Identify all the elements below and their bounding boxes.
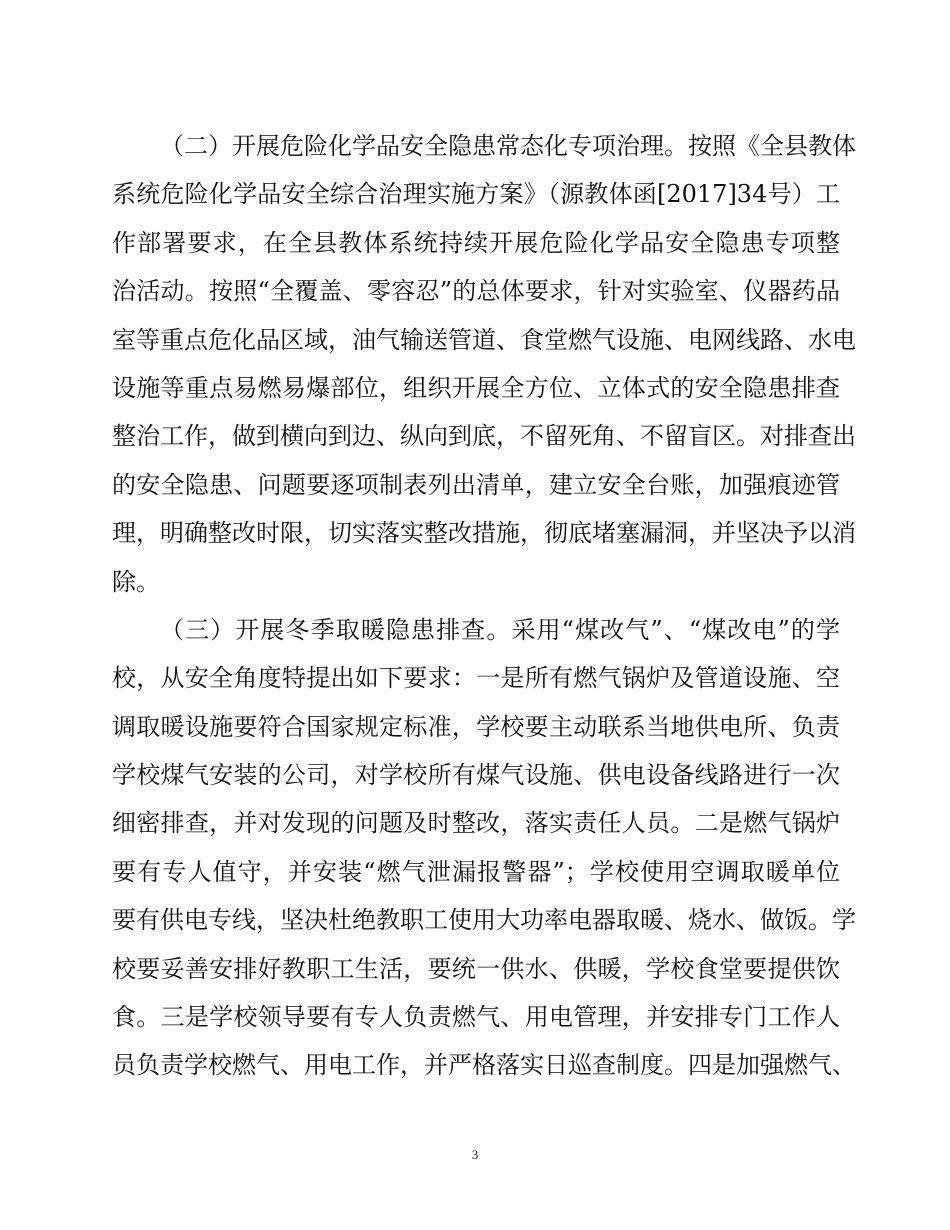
text-line: 要有供电专线，坚决杜绝教职工使用大功率电器取暖、烧水、做饭。学 (112, 906, 856, 935)
text-line: 学校煤气安装的公司，对学校所有煤气设施、供电设备线路进行一次 (112, 761, 840, 790)
text-line: （二）开展危险化学品安全隐患常态化专项治理。按照《全县教体 (160, 132, 856, 160)
text-line: 理，明确整改时限，切实落实整改措施，彻底堵塞漏洞，并坚决予以消 (112, 519, 856, 548)
text-line: 的安全隐患、问题要逐项制表列出清单，建立安全台账，加强痕迹管 (112, 470, 840, 499)
text-line: 设施等重点易燃易爆部位，组织开展全方位、立体式的安全隐患排查 (112, 373, 840, 402)
page-number: 3 (471, 1147, 479, 1162)
text-line: 要有专人值守，并安装“燃气泄漏报警器”；学校使用空调取暖单位 (112, 857, 840, 886)
text-line: 调取暖设施要符合国家规定标准，学校要主动联系当地供电所、负责 (112, 712, 840, 741)
text-line: 细密排查，并对发现的问题及时整改，落实责任人员。二是燃气锅炉 (112, 809, 840, 838)
text-line: 作部署要求，在全县教体系统持续开展危险化学品安全隐患专项整 (112, 228, 840, 257)
text-line: （三）开展冬季取暖隐患排查。采用“煤改气”、“煤改电”的学 (160, 615, 840, 644)
document-body (112, 122, 856, 1090)
text-line: 校，从安全角度特提出如下要求：一是所有燃气锅炉及管道设施、空 (112, 664, 840, 693)
text-line: 系统危险化学品安全综合治理实施方案》（源教体函[2017]34号）工 (112, 180, 840, 209)
text-line: 食。三是学校领导要有专人负责燃气、用电管理，并安排专门工作人 (112, 1003, 840, 1032)
text-line: 除。 (112, 567, 160, 596)
text-line: 治活动。按照“全覆盖、零容忍”的总体要求，针对实验室、仪器药品 (112, 277, 840, 306)
text-line: 室等重点危化品区域，油气输送管道、食堂燃气设施、电网线路、水电 (112, 325, 856, 354)
text-line: 校要妥善安排好教职工生活，要统一供水、供暖，学校食堂要提供饮 (112, 954, 840, 983)
text-line: 整治工作，做到横向到边、纵向到底，不留死角、不留盲区。对排查出 (112, 422, 856, 451)
text-line: 员负责学校燃气、用电工作，并严格落实日巡查制度。四是加强燃气、 (112, 1051, 856, 1080)
